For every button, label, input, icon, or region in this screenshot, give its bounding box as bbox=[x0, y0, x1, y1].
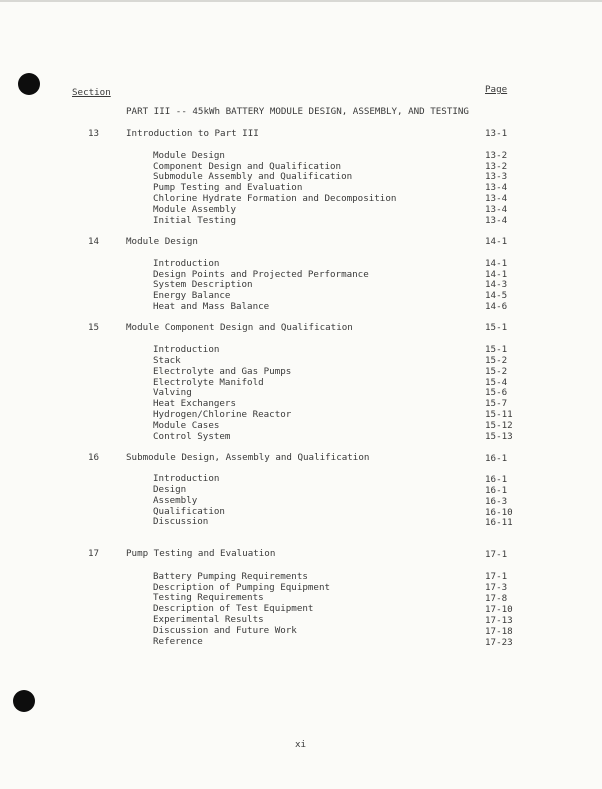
toc-entry-page: 16-11 bbox=[485, 517, 513, 528]
toc-entry-page: 17-8 bbox=[485, 593, 508, 604]
toc-entry-page: 14-6 bbox=[485, 301, 508, 312]
scan-top-edge bbox=[0, 0, 602, 2]
toc-entry: Heat and Mass Balance bbox=[153, 301, 270, 312]
toc-entry-page: 13-4 bbox=[485, 215, 508, 226]
toc-entry: Energy Balance bbox=[153, 290, 231, 301]
toc-entry: Chlorine Hydrate Formation and Decomposition bbox=[153, 193, 397, 204]
punch-hole-top bbox=[18, 73, 40, 95]
section-column-header: Section bbox=[72, 87, 111, 98]
toc-entry-page: 16-3 bbox=[485, 496, 508, 507]
section-title: Pump Testing and Evaluation bbox=[126, 548, 276, 559]
toc-entry-page: 14-1 bbox=[485, 258, 508, 269]
toc-entry: Electrolyte and Gas Pumps bbox=[153, 366, 292, 377]
toc-entry: Introduction bbox=[153, 473, 220, 484]
toc-entry: Reference bbox=[153, 636, 203, 647]
toc-entry: Pump Testing and Evaluation bbox=[153, 182, 303, 193]
section-page: 14-1 bbox=[485, 236, 508, 247]
toc-entry-page: 13-4 bbox=[485, 204, 508, 215]
toc-entry-page: 13-4 bbox=[485, 182, 508, 193]
toc-entry-page: 14-1 bbox=[485, 269, 508, 280]
part-title: PART III -- 45kWh BATTERY MODULE DESIGN, ASSEMBLY, AND TESTING bbox=[126, 106, 469, 117]
punch-hole-bottom bbox=[13, 690, 35, 712]
toc-entry: Valving bbox=[153, 387, 192, 398]
toc-entry: Module Cases bbox=[153, 420, 220, 431]
section-number: 14 bbox=[88, 236, 100, 247]
toc-entry-page: 15-12 bbox=[485, 420, 513, 431]
toc-entry-page: 13-4 bbox=[485, 193, 508, 204]
toc-entry: Component Design and Qualification bbox=[153, 161, 342, 172]
section-page: 15-1 bbox=[485, 322, 508, 333]
toc-entry-page: 14-5 bbox=[485, 290, 508, 301]
toc-entry: Module Assembly bbox=[153, 204, 236, 215]
toc-entry-page: 15-6 bbox=[485, 387, 508, 398]
toc-entry-page: 17-18 bbox=[485, 626, 513, 637]
toc-entry-page: 13-2 bbox=[485, 150, 508, 161]
section-title: Submodule Design, Assembly and Qualification bbox=[126, 452, 370, 463]
toc-entry: Design Points and Projected Performance bbox=[153, 269, 369, 280]
section-page: 16-1 bbox=[485, 453, 508, 464]
toc-entry-page: 15-13 bbox=[485, 431, 513, 442]
toc-entry: Module Design bbox=[153, 150, 225, 161]
section-page: 13-1 bbox=[485, 128, 508, 139]
toc-entry: Control System bbox=[153, 431, 231, 442]
toc-entry: Introduction bbox=[153, 344, 220, 355]
toc-entry-page: 13-2 bbox=[485, 161, 508, 172]
toc-entry: Stack bbox=[153, 355, 181, 366]
toc-entry-page: 15-11 bbox=[485, 409, 513, 420]
toc-entry-page: 16-10 bbox=[485, 507, 513, 518]
toc-entry: Assembly bbox=[153, 495, 198, 506]
section-title: Introduction to Part III bbox=[126, 128, 259, 139]
section-title: Module Design bbox=[126, 236, 198, 247]
toc-entry: Discussion bbox=[153, 516, 209, 527]
toc-entry-page: 17-1 bbox=[485, 571, 508, 582]
toc-entry: Submodule Assembly and Qualification bbox=[153, 171, 353, 182]
toc-entry-page: 17-3 bbox=[485, 582, 508, 593]
toc-entry-page: 17-10 bbox=[485, 604, 513, 615]
toc-entry-page: 15-2 bbox=[485, 366, 508, 377]
toc-entry: Initial Testing bbox=[153, 215, 236, 226]
toc-entry: Description of Test Equipment bbox=[153, 603, 314, 614]
toc-entry-page: 15-1 bbox=[485, 344, 508, 355]
toc-entry-page: 17-23 bbox=[485, 637, 513, 648]
page-column-header: Page bbox=[485, 84, 508, 95]
toc-entry: Introduction bbox=[153, 258, 220, 269]
toc-entry: Design bbox=[153, 484, 187, 495]
section-number: 13 bbox=[88, 128, 100, 139]
toc-entry: Electrolyte Manifold bbox=[153, 377, 264, 388]
toc-entry-page: 13-3 bbox=[485, 171, 508, 182]
toc-entry-page: 15-4 bbox=[485, 377, 508, 388]
toc-entry-page: 17-13 bbox=[485, 615, 513, 626]
toc-entry: Discussion and Future Work bbox=[153, 625, 297, 636]
section-page: 17-1 bbox=[485, 549, 508, 560]
toc-entry-page: 15-2 bbox=[485, 355, 508, 366]
toc-entry: Hydrogen/Chlorine Reactor bbox=[153, 409, 292, 420]
section-number: 15 bbox=[88, 322, 100, 333]
toc-entry: Testing Requirements bbox=[153, 592, 264, 603]
section-number: 17 bbox=[88, 548, 100, 559]
toc-entry: Experimental Results bbox=[153, 614, 264, 625]
toc-entry: Qualification bbox=[153, 506, 225, 517]
section-number: 16 bbox=[88, 452, 100, 463]
toc-entry: Heat Exchangers bbox=[153, 398, 236, 409]
page-number: xi bbox=[295, 739, 307, 750]
toc-entry: Battery Pumping Requirements bbox=[153, 571, 308, 582]
toc-entry: System Description bbox=[153, 279, 253, 290]
toc-entry: Description of Pumping Equipment bbox=[153, 582, 331, 593]
toc-entry-page: 16-1 bbox=[485, 474, 508, 485]
toc-entry-page: 14-3 bbox=[485, 279, 508, 290]
toc-entry-page: 16-1 bbox=[485, 485, 508, 496]
section-title: Module Component Design and Qualification bbox=[126, 322, 353, 333]
toc-entry-page: 15-7 bbox=[485, 398, 508, 409]
